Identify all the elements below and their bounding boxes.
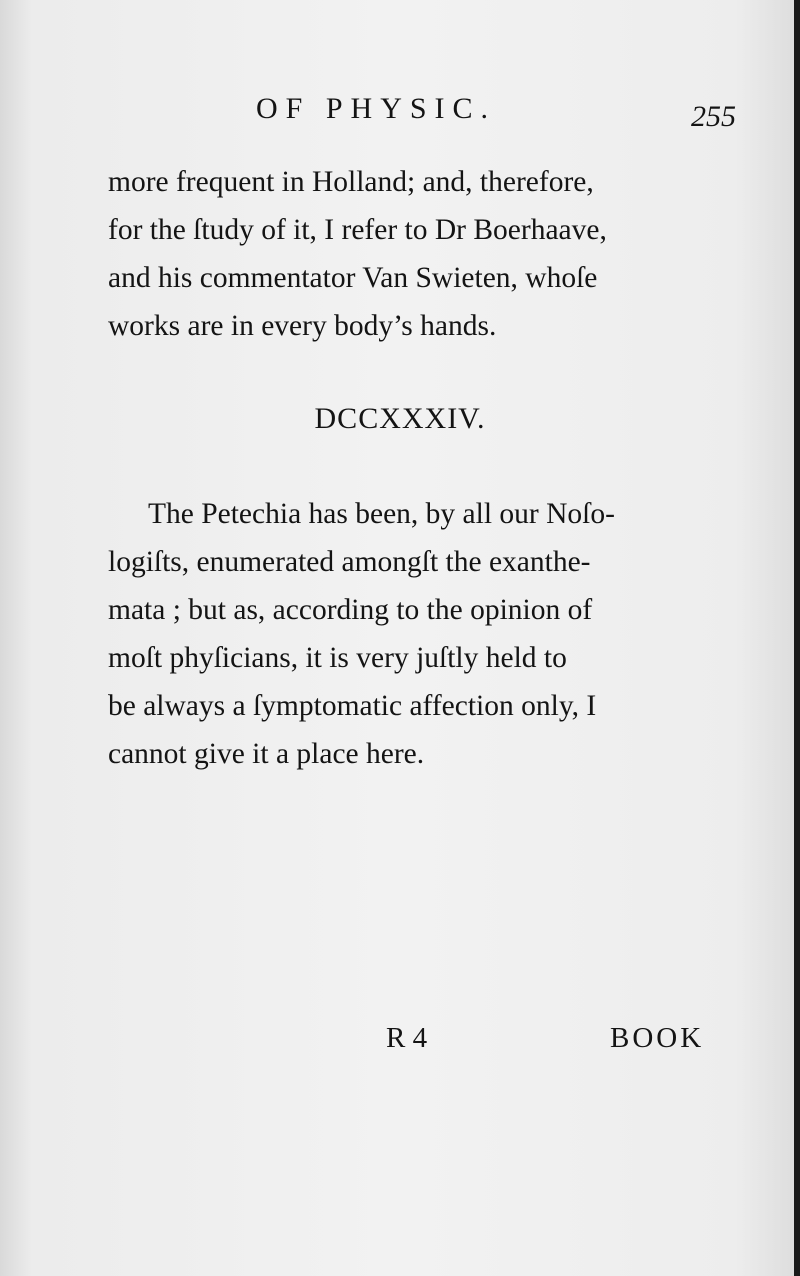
page-edge-shadow bbox=[794, 0, 800, 1276]
catchword: BOOK bbox=[610, 1022, 705, 1054]
running-head bbox=[110, 92, 736, 136]
page-number: 255 bbox=[691, 100, 736, 133]
signature-mark: R 4 bbox=[386, 1022, 428, 1054]
paragraph-two bbox=[108, 490, 736, 778]
text-line: The Petechia has been, by all our Noſo- bbox=[148, 498, 615, 530]
text-line: and his commentator Van Swieten, whoſe bbox=[108, 262, 598, 294]
paragraph-one bbox=[108, 158, 736, 350]
text-line: cannot give it a place here. bbox=[108, 738, 425, 770]
text-line: mata ; but as, according to the opinion of bbox=[108, 594, 593, 626]
text-line: more frequent in Holland; and, therefore, bbox=[108, 166, 594, 198]
text-line: logiſts, enumerated amongſt the exanthe- bbox=[108, 546, 591, 578]
text-line: moſt phyſicians, it is very juſtly held to bbox=[108, 642, 567, 674]
section-number: DCCXXXIV. bbox=[314, 402, 486, 435]
text-line: works are in every body’s hands. bbox=[108, 310, 497, 342]
show-through-text bbox=[110, 330, 770, 1230]
text-line: be always a ſymptomatic affection only, I bbox=[108, 690, 597, 722]
running-head-title: OF PHYSIC. bbox=[256, 92, 497, 125]
text-line: for the ſtudy of it, I refer to Dr Boerhaave, bbox=[108, 214, 607, 246]
